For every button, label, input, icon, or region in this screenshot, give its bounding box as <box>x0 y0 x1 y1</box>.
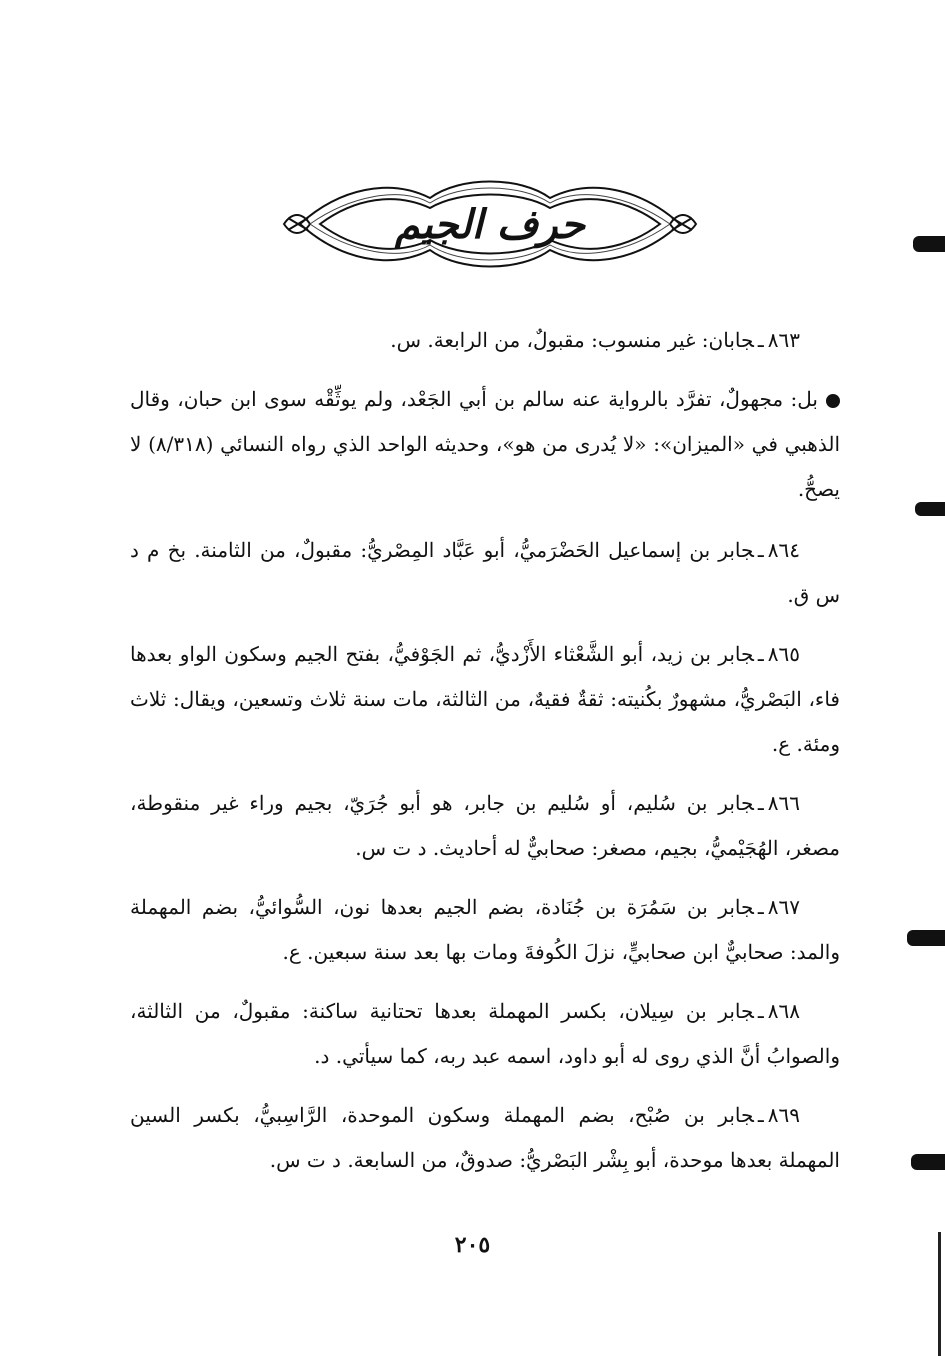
scan-edge-mark <box>907 930 945 946</box>
scan-edge-mark <box>915 502 945 516</box>
entry-869: ٨٦٩ـجابر بن صُبْح، بضم المهملة وسكون الموحدة، الرَّاسِبيُّ، بكسر السين المهملة بعدها موحدة، أبو بِشْر البَصْريُّ: صدوقٌ، من السابعة. د ت س. <box>130 1103 840 1172</box>
page-number: ٢٠٥ <box>454 1232 491 1258</box>
entry-number: ٨٦٦ <box>767 791 800 815</box>
bullet-icon <box>826 394 840 408</box>
scan-edge-mark <box>913 236 945 252</box>
entry-text: جابر بن سِيلان، بكسر المهملة بعدها تحتانية ساكنة: مقبولٌ، من الثالثة، والصوابُ أنَّ الذي روى له أبو داود، اسمه عبد ربه، كما سيأتي. د. <box>130 999 840 1068</box>
entry-number: ٨٦٣ <box>767 328 800 352</box>
entry-text: جابر بن إسماعيل الحَضْرَميُّ، أبو عَبَّاد المِصْريُّ: مقبولٌ، من الثامنة. بخ م د س ق. <box>130 538 840 607</box>
scan-edge-line <box>938 1232 941 1356</box>
chapter-title: حرف الجيم <box>395 200 585 248</box>
entry-text: جابر بن زيد، أبو الشَّعْثاء الأَزْديُّ، ثم الجَوْفيُّ، بفتح الجيم وسكون الواو بعدها فاء، البَصْريُّ، مشهورٌ بكُنيته: ثقةٌ فقيهٌ، من الثالثة، مات سنة ثلاث وتسعين، ويقال: ثلاث ومئة. ع. <box>130 642 840 756</box>
entry-number: ٨٦٨ <box>767 999 800 1023</box>
entry-number: ٨٦٧ <box>767 895 801 919</box>
entry-text: جابر بن سُليم، أو سُليم بن جابر، هو أبو جُرَيّ، بجيم وراء غير منقوطة، مصغر، الهُجَيْميُّ، بجيم، مصغر: صحابيٌّ له أحاديث. د ت س. <box>130 791 840 860</box>
entry-864: ٨٦٤ـجابر بن إسماعيل الحَضْرَميُّ، أبو عَبَّاد المِصْريُّ: مقبولٌ، من الثامنة. بخ م د س ق. <box>130 538 840 607</box>
entry-865: ٨٦٥ـجابر بن زيد، أبو الشَّعْثاء الأَزْديُّ، ثم الجَوْفيُّ، بفتح الجيم وسكون الواو بعدها فاء، البَصْريُّ، مشهورٌ بكُنيته: ثقةٌ فقيهٌ، من الثالثة، مات سنة ثلاث وتسعين، ويقال: ثلاث ومئة. ع. <box>130 642 840 756</box>
entry-text: جابر بن سَمُرَة بن جُنَادة، بضم الجيم بعدها نون، السُّوائيُّ، بضم المهملة والمد: صحابيٌّ ابن صحابيٍّ، نزلَ الكُوفةَ ومات بها بعد سنة سبعين. ع. <box>130 895 840 964</box>
entry-868: ٨٦٨ـجابر بن سِيلان، بكسر المهملة بعدها تحتانية ساكنة: مقبولٌ، من الثالثة، والصوابُ أنَّ الذي روى له أبو داود، اسمه عبد ربه، كما سيأتي. د. <box>130 999 840 1068</box>
entry-867: ٨٦٧ـجابر بن سَمُرَة بن جُنَادة، بضم الجيم بعدها نون، السُّوائيُّ، بضم المهملة والمد: صحابيٌّ ابن صحابيٍّ، نزلَ الكُوفةَ ومات بها بعد سنة سبعين. ع. <box>130 895 840 964</box>
entry-number: ٨٦٩ <box>767 1103 800 1127</box>
entries-list <box>130 318 840 1197</box>
entry-text: جابر بن صُبْح، بضم المهملة وسكون الموحدة، الرَّاسِبيُّ، بكسر السين المهملة بعدها موحدة، أبو بِشْر البَصْريُّ: صدوقٌ، من السابعة. د ت س. <box>130 1103 840 1172</box>
entry-number: ٨٦٤ <box>767 538 800 562</box>
scan-edge-mark <box>911 1154 945 1170</box>
note-text: بل: مجهولٌ، تفرَّد بالرواية عنه سالم بن أبي الجَعْد، ولم يوثِّقْه سوى ابن حبان، وقال الذهبي في «الميزان»: «لا يُدرى من هو»، وحديثه الواحد الذي رواه النسائي (٨/٣١٨) لا يصحُّ. <box>130 387 840 501</box>
editor-note <box>130 377 840 512</box>
entry-number: ٨٦٥ <box>767 642 800 666</box>
entry-text: جابان: غير منسوب: مقبولٌ، من الرابعة. س. <box>390 328 754 352</box>
entry-863: ٨٦٣ـجابان: غير منسوب: مقبولٌ، من الرابعة. س. <box>390 328 800 352</box>
entry-866: ٨٦٦ـجابر بن سُليم، أو سُليم بن جابر، هو أبو جُرَيّ، بجيم وراء غير منقوطة، مصغر، الهُجَيْميُّ، بجيم، مصغر: صحابيٌّ له أحاديث. د ت س. <box>130 791 840 860</box>
